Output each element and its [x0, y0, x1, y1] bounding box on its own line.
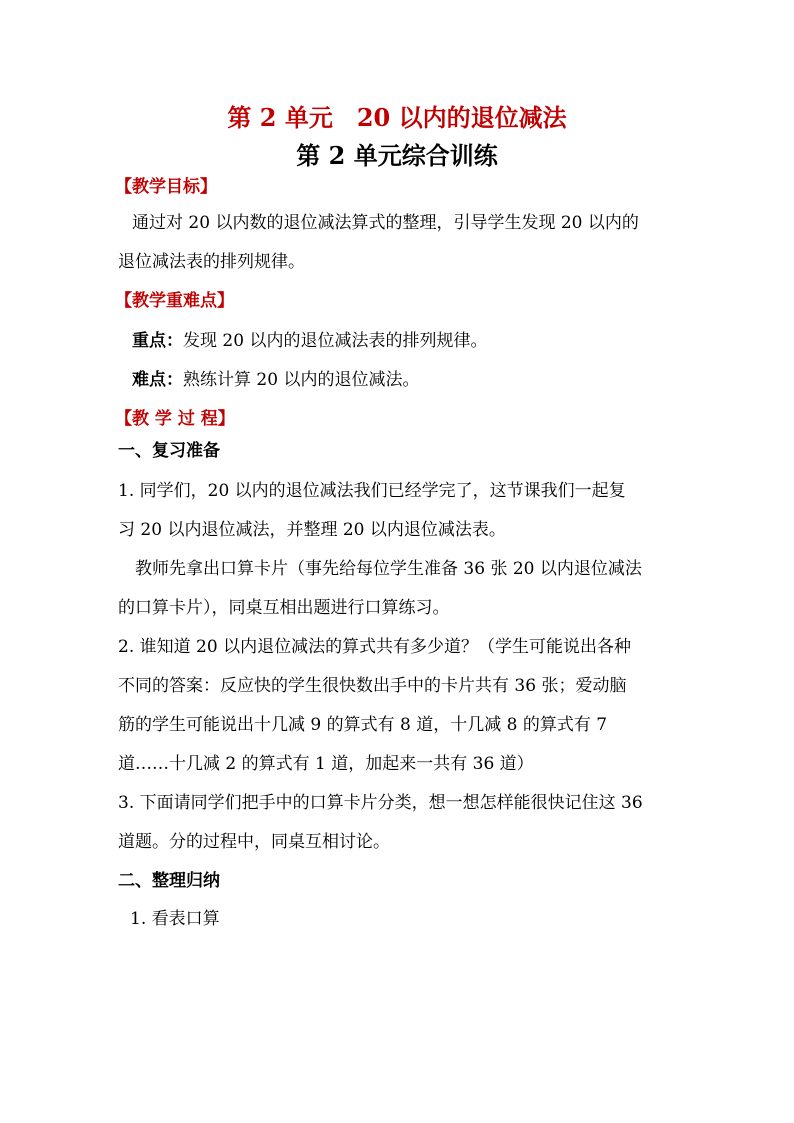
section1-line-2: 习 20 以内退位减法，并整理 20 以内退位减法表。: [118, 520, 506, 540]
section1-line-10: 道题。分的过程中，同桌互相讨论。: [118, 832, 390, 852]
focus-text: 发现 20 以内的退位减法表的排列规律。: [183, 331, 488, 351]
difficulty-line: [132, 361, 680, 400]
difficulty-text: 熟练计算 20 以内的退位减法。: [183, 370, 420, 390]
key-points-heading: 【教学重难点】: [115, 291, 234, 311]
goal-line-1: 通过对 20 以内数的退位减法算式的整理，引导学生发现 20 以内的: [132, 213, 639, 233]
goal-heading: 【教学目标】: [115, 177, 217, 197]
unit-title: 第 2 单元 20 以内的退位减法: [227, 103, 567, 132]
document-body: [115, 176, 680, 939]
section1-title: 一、复习准备: [118, 441, 220, 461]
section1-line-4: 的口算卡片），同桌互相出题进行口算练习。: [118, 598, 450, 618]
difficulty-label: 难点：: [132, 370, 183, 390]
section2-item-1: 1. 看表口算: [130, 909, 220, 929]
process-heading: 【教 学 过 程】: [115, 409, 235, 429]
section1-line-9: 3. 下面请同学们把手中的口算卡片分类，想一想怎样能很快记住这 36: [118, 793, 643, 813]
lesson-title: 第 2 单元综合训练: [296, 141, 498, 170]
section2-title: 二、整理归纳: [118, 871, 220, 891]
focus-line: [132, 322, 680, 361]
focus-label: 重点：: [132, 331, 183, 351]
section1-line-8: 道……十几减 2 的算式有 1 道，加起来一共有 36 道）: [118, 754, 534, 774]
section1-line-6: 不同的答案：反应快的学生很快数出手中的卡片共有 36 张；爱动脑: [118, 676, 627, 696]
section1-line-5: 2. 谁知道 20 以内退位减法的算式共有多少道？（学生可能说出各种: [118, 637, 632, 657]
section1-line-7: 筋的学生可能说出十几减 9 的算式有 8 道，十几减 8 的算式有 7: [118, 715, 608, 735]
section1-line-1: 1. 同学们，20 以内的退位减法我们已经学完了，这节课我们一起复: [118, 481, 626, 501]
section1-line-3: 教师先拿出口算卡片（事先给每位学生准备 36 张 20 以内退位减法: [118, 559, 642, 579]
goal-line-2: 退位减法表的排列规律。: [118, 252, 305, 272]
